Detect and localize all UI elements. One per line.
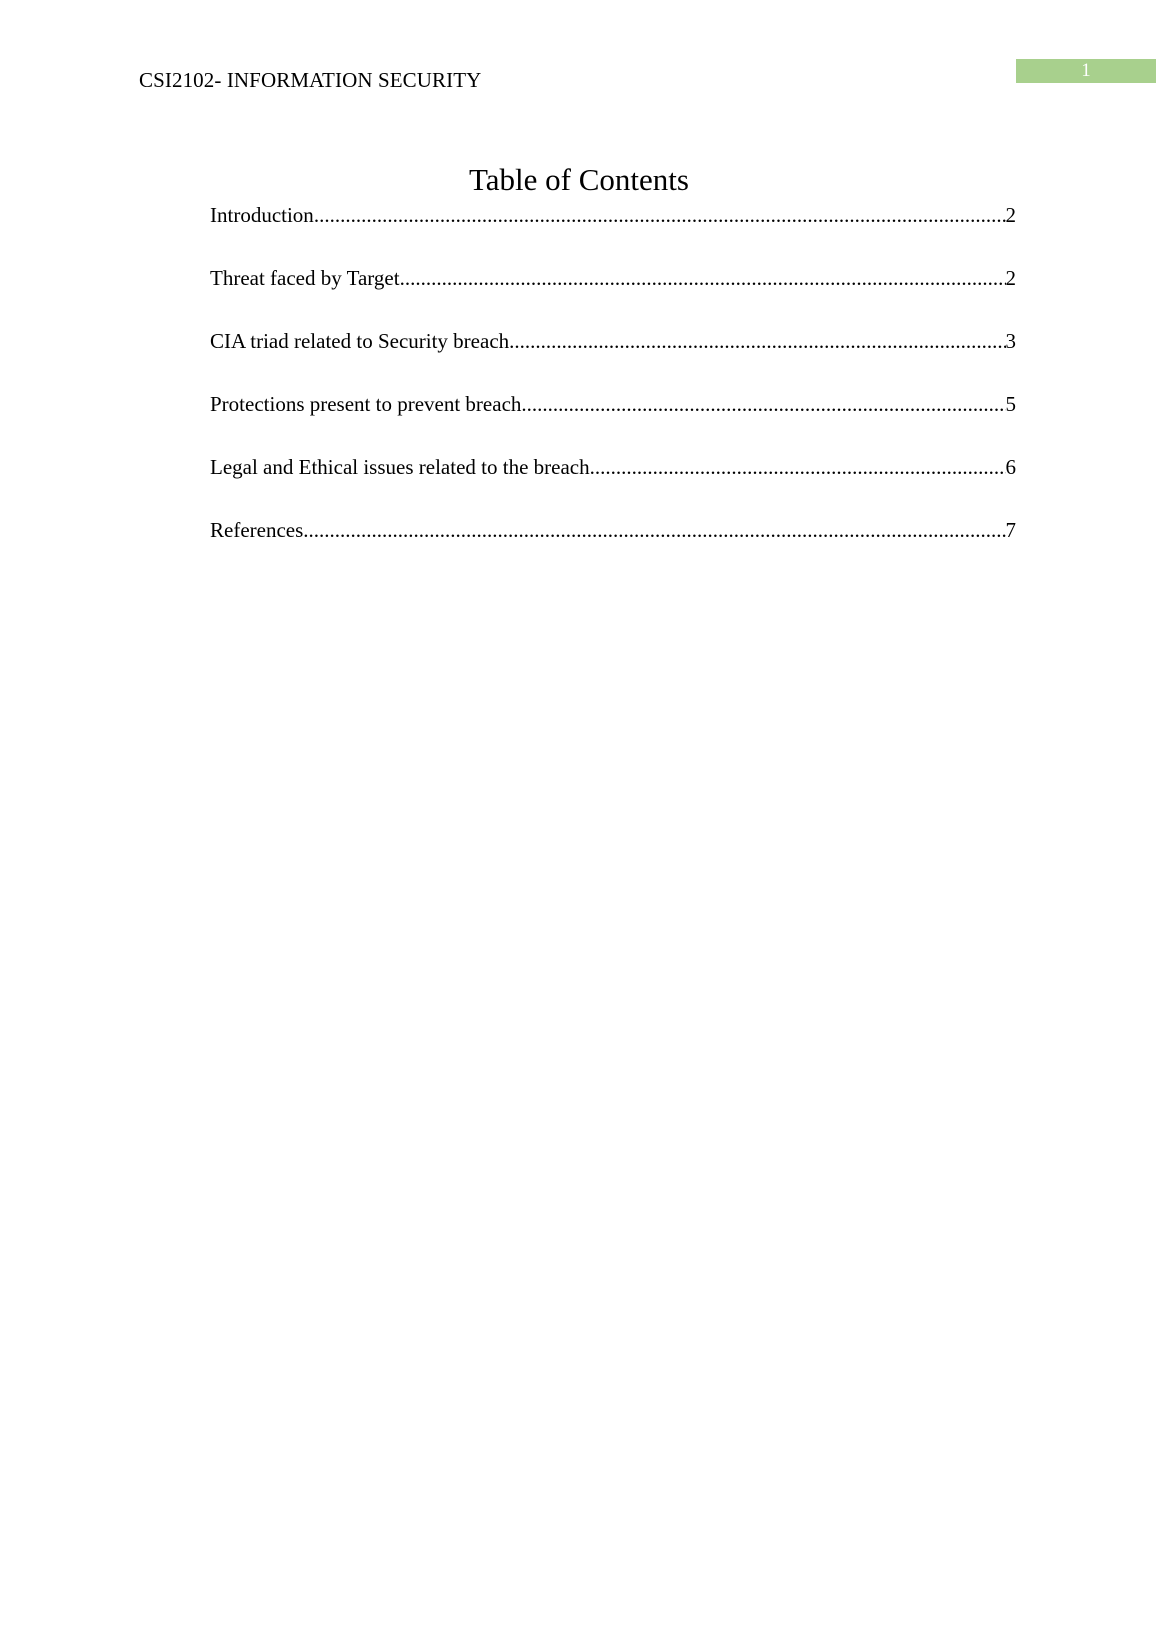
toc-entry-introduction[interactable] — [210, 200, 1016, 263]
toc-entry-label: CIA triad related to Security breach — [210, 329, 510, 353]
toc-entry-cia-triad[interactable] — [210, 326, 1016, 389]
running-head: CSI2102- INFORMATION SECURITY — [139, 68, 482, 92]
toc-dot-leader — [303, 515, 1005, 545]
toc-entry-page: 2 — [1005, 266, 1016, 290]
toc-dot-leader — [400, 263, 1006, 293]
toc-dot-leader — [314, 200, 1006, 230]
toc-dot-leader — [521, 389, 1005, 419]
toc-title: Table of Contents — [469, 162, 689, 197]
toc-dot-leader — [590, 452, 1006, 482]
toc-entry-page: 7 — [1005, 518, 1016, 542]
toc-entry-page: 6 — [1005, 455, 1016, 479]
toc-entry-label: Protections present to prevent breach — [210, 392, 522, 416]
toc-entry-legal-ethical[interactable] — [210, 452, 1016, 515]
toc-entry-page: 3 — [1005, 329, 1016, 353]
toc-entry-references[interactable] — [210, 515, 1016, 578]
page-number-badge — [1016, 59, 1156, 83]
toc-entry-label: Legal and Ethical issues related to the breach — [210, 455, 590, 479]
toc-entry-page: 2 — [1005, 203, 1016, 227]
toc-entry-page: 5 — [1005, 392, 1016, 416]
toc-entry-protections[interactable] — [210, 389, 1016, 452]
toc-entry-label: Introduction — [210, 203, 314, 227]
toc-dot-leader — [509, 326, 1005, 356]
page-number: 1 — [1081, 60, 1091, 81]
table-of-contents — [210, 200, 1016, 578]
toc-entry-threat[interactable] — [210, 263, 1016, 326]
toc-entry-label: References — [210, 518, 304, 542]
toc-entry-label: Threat faced by Target — [210, 266, 400, 290]
